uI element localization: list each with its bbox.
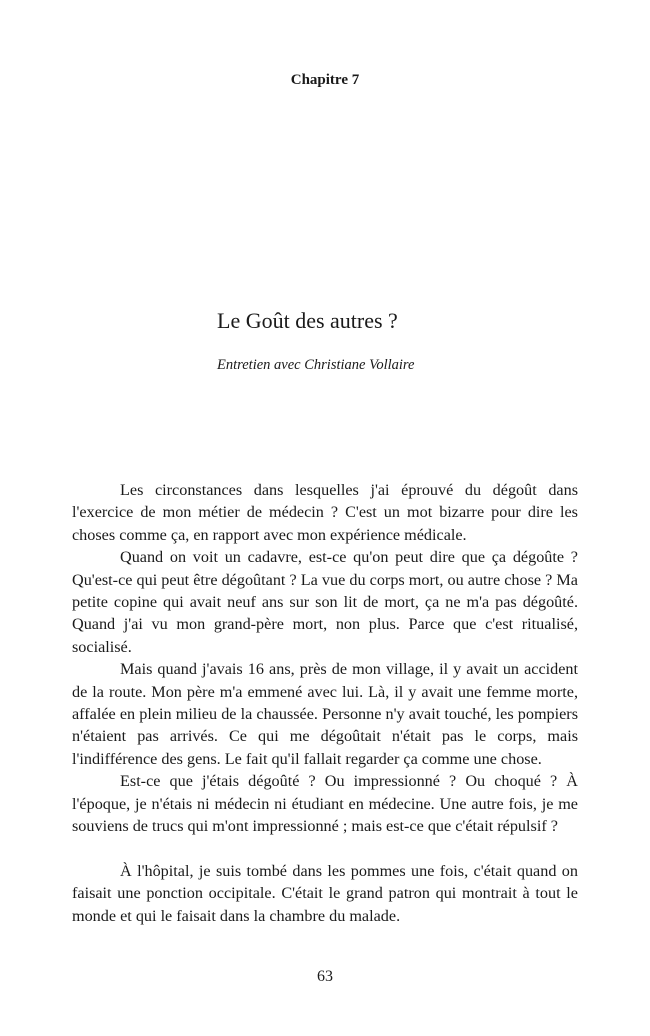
paragraph: Est-ce que j'étais dégoûté ? Ou impressionné ? Ou choqué ? À l'époque, je n'étais ni médecin ni étudiant en médecine. Une autre fois, je me souviens de trucs qui m'ont impressionné ; mais est-ce que c'était répulsif ?	[72, 772, 578, 836]
body-text	[72, 479, 578, 927]
paragraph: À l'hôpital, je suis tombé dans les pommes une fois, c'était quand on faisait une ponction occipitale. C'était le grand patron qui montrait à tout le monde et qui le faisait dans la chambre du malade.	[72, 861, 578, 925]
chapter-subtitle: Entretien avec Christiane Vollaire	[217, 357, 415, 373]
chapter-title: Le Goût des autres ?	[217, 308, 398, 333]
chapter-label: Chapitre 7	[290, 72, 360, 88]
page-number: 63	[317, 968, 333, 985]
paragraph: Les circonstances dans lesquelles j'ai éprouvé du dégoût dans l'exercice de mon métier de médecin ? C'est un mot bizarre pour dire les choses comme ça, en rapport avec mon expérience médicale.	[72, 481, 578, 544]
paragraph: Mais quand j'avais 16 ans, près de mon village, il y avait un accident de la route. Mon père m'a emmené avec lui. Là, il y avait une femme morte, affalée en plein milieu de la chaussée. Personne n'y avait touché, les pompiers n'étaient pas arrivés. Ce qui me dégoûtait n'était pas le corps, mais l'indifférence des gens. Le fait qu'il fallait regarder ça comme une chose.	[72, 660, 578, 768]
paragraph: Quand on voit un cadavre, est-ce qu'on peut dire que ça dégoûte ? Qu'est-ce qui peut être dégoûtant ? La vue du corps mort, ou autre chose ? Ma petite copine qui avait neuf ans sur son lit de mort, ça ne m'a pas dégoûté. Quand j'ai vu mon grand-père mort, non plus. Parce que c'est ritualisé, socialisé.	[72, 548, 578, 656]
